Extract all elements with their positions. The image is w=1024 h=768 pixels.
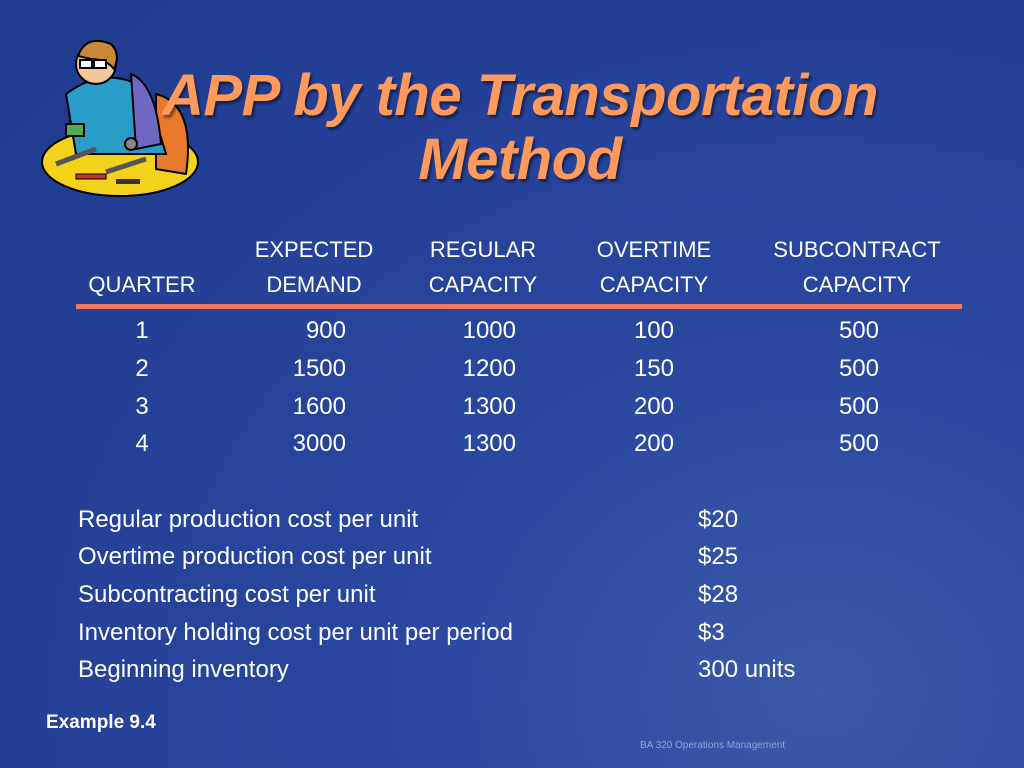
cell-regular: 1300 <box>462 430 516 457</box>
slide-title <box>100 64 940 192</box>
cost-value-regular: $20 <box>698 506 739 533</box>
cost-label-regular: Regular production cost per unit <box>78 506 419 533</box>
cell-subcontract: 500 <box>838 355 879 382</box>
cost-value-overtime: $25 <box>698 543 739 570</box>
title-line-1: APP by the Transportation <box>162 63 878 128</box>
cell-regular: 1200 <box>462 355 516 382</box>
cell-regular: 1300 <box>462 393 516 420</box>
cell-subcontract: 500 <box>838 393 879 420</box>
cell-overtime: 200 <box>633 430 674 457</box>
example-label: Example 9.4 <box>46 712 156 733</box>
cell-demand: 900 <box>305 317 346 344</box>
cell-demand: 3000 <box>292 430 346 457</box>
header-divider <box>76 304 962 309</box>
cell-demand: 1500 <box>292 355 346 382</box>
cost-value-beginning-inventory: 300 units <box>698 656 796 683</box>
cell-overtime: 100 <box>633 317 674 344</box>
cost-value-subcontract: $28 <box>698 581 739 608</box>
cell-quarter: 4 <box>135 430 149 457</box>
cost-label-holding: Inventory holding cost per unit per period <box>78 619 513 646</box>
cell-quarter: 2 <box>135 355 149 382</box>
title-line-2: Method <box>418 127 622 192</box>
cell-overtime: 150 <box>633 355 674 382</box>
footer-text: BA 320 Operations Management <box>640 740 786 751</box>
cost-label-overtime: Overtime production cost per unit <box>78 543 432 570</box>
cost-value-holding: $3 <box>698 619 725 646</box>
cost-label-beginning-inventory: Beginning inventory <box>78 656 289 683</box>
cost-label-subcontract: Subcontracting cost per unit <box>78 581 376 608</box>
cell-overtime: 200 <box>633 393 674 420</box>
cell-quarter: 1 <box>135 317 149 344</box>
header-regular-capacity: REGULAR CAPACITY <box>428 237 538 297</box>
cell-subcontract: 500 <box>838 430 879 457</box>
cell-subcontract: 500 <box>838 317 879 344</box>
header-quarter: QUARTER <box>88 272 196 297</box>
header-overtime-capacity: OVERTIME CAPACITY <box>596 237 712 297</box>
header-subcontract-capacity: SUBCONTRACT CAPACITY <box>773 237 941 297</box>
cell-demand: 1600 <box>292 393 346 420</box>
header-expected-demand: EXPECTED DEMAND <box>254 237 374 297</box>
cell-regular: 1000 <box>462 317 516 344</box>
cell-quarter: 3 <box>135 393 149 420</box>
